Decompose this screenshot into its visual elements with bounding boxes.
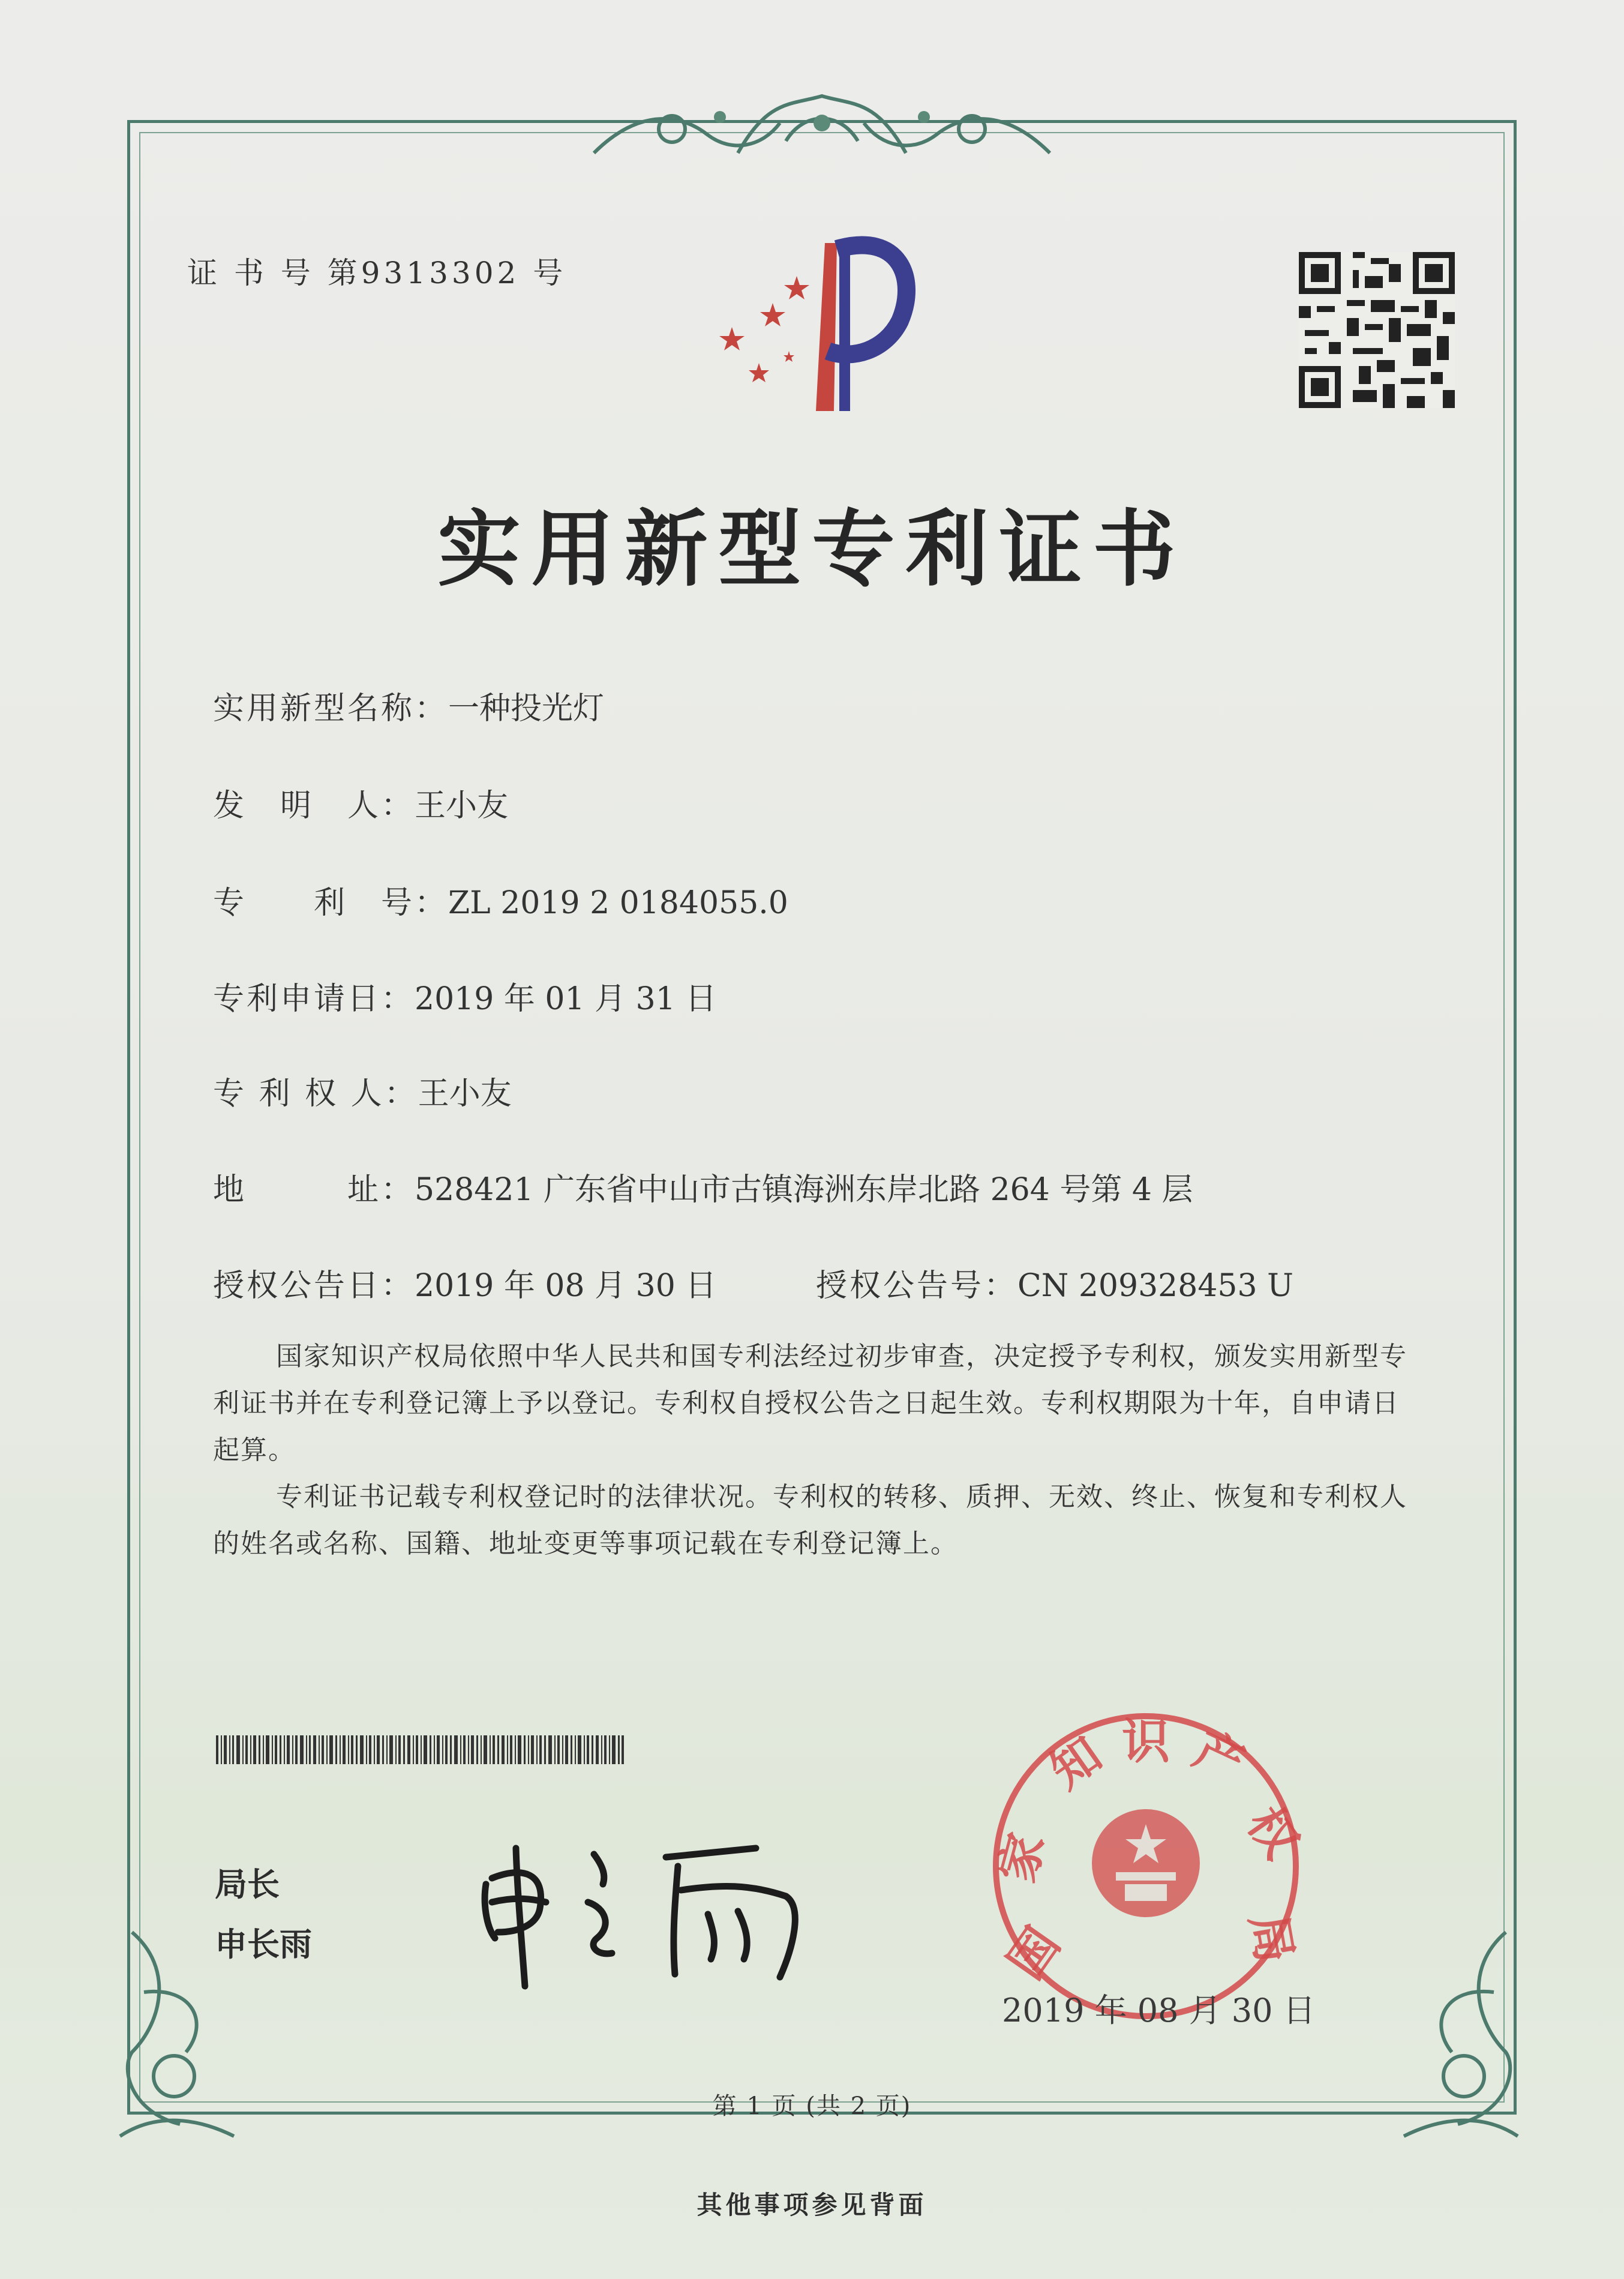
field-patent-no-value: ZL 2019 2 0184055.0 <box>448 885 788 921</box>
svg-text:知: 知 <box>1040 1726 1112 1800</box>
paragraph-grant-statement: 国家知识产权局依照中华人民共和国专利法经过初步审查，决定授予专利权，颁发实用新型专利证书并在专利登记簿上予以登记。专利权自授权公告之日起生效。专利权期限为十年，自申请日起算。 <box>213 1341 1407 1465</box>
field-inventor-label: 发 明 人： <box>213 788 415 824</box>
seal-date: 2019 年 08 月 30 日 <box>1002 1992 1316 2029</box>
certificate-number: 证 书 号 第9313302 号 <box>187 256 567 290</box>
field-name-label: 实用新型名称： <box>213 691 449 727</box>
field-grant-date-label: 授权公告日： <box>213 1268 415 1304</box>
director-name: 申长雨 <box>215 1926 312 1963</box>
field-inventor <box>213 780 508 825</box>
svg-text:国: 国 <box>997 1917 1071 1989</box>
svg-text:家: 家 <box>989 1827 1055 1888</box>
field-address <box>213 1164 1193 1209</box>
field-grant-number <box>816 1260 1293 1305</box>
svg-text:局: 局 <box>1239 1909 1304 1967</box>
field-patent-holder-value: 王小友 <box>418 1076 512 1112</box>
svg-text:识: 识 <box>1122 1714 1170 1770</box>
top-ornament <box>588 87 1056 165</box>
field-address-label: 地 址： <box>213 1172 415 1208</box>
field-application-date-label: 专利申请日： <box>213 981 415 1017</box>
field-address-value: 528421 广东省中山市古镇海洲东岸北路 264 号第 4 层 <box>415 1172 1193 1208</box>
paragraph-legal-status: 专利证书记载专利权登记时的法律状况。专利权的转移、质押、无效、终止、恢复和专利权人的姓名或名称、国籍、地址变更等事项记载在专利登记簿上。 <box>213 1482 1407 1559</box>
patent-office-logo <box>702 231 948 423</box>
field-patent-holder-label: 专 利 权 人： <box>213 1076 418 1112</box>
barcode <box>216 1735 624 1764</box>
field-grant-number-label: 授权公告号： <box>816 1268 1018 1304</box>
field-grant-date-value: 2019 年 08 月 30 日 <box>415 1268 717 1304</box>
field-patent-holder <box>213 1068 512 1113</box>
field-grant-number-value: CN 209328453 U <box>1017 1268 1293 1304</box>
director-signature <box>468 1812 828 1992</box>
field-application-date <box>213 973 716 1018</box>
field-application-date-value: 2019 年 01 月 31 日 <box>415 981 717 1017</box>
field-patent-no <box>213 877 788 922</box>
field-name-value: 一种投光灯 <box>448 691 605 727</box>
director-title: 局长 <box>215 1866 280 1903</box>
footer-note: 其他事项参见背面 <box>697 2190 927 2220</box>
svg-text:权: 权 <box>1236 1797 1310 1869</box>
page-number: 第 1 页 (共 2 页) <box>712 2092 912 2120</box>
official-seal <box>954 1698 1338 2034</box>
svg-text:产: 产 <box>1185 1721 1253 1792</box>
qr-code <box>1299 252 1455 408</box>
field-grant-date <box>213 1260 716 1305</box>
field-name <box>213 683 604 728</box>
field-inventor-value: 王小友 <box>415 788 509 824</box>
certificate-title: 实用新型专利证书 <box>437 501 1187 598</box>
field-patent-no-label: 专 利 号： <box>213 885 449 921</box>
